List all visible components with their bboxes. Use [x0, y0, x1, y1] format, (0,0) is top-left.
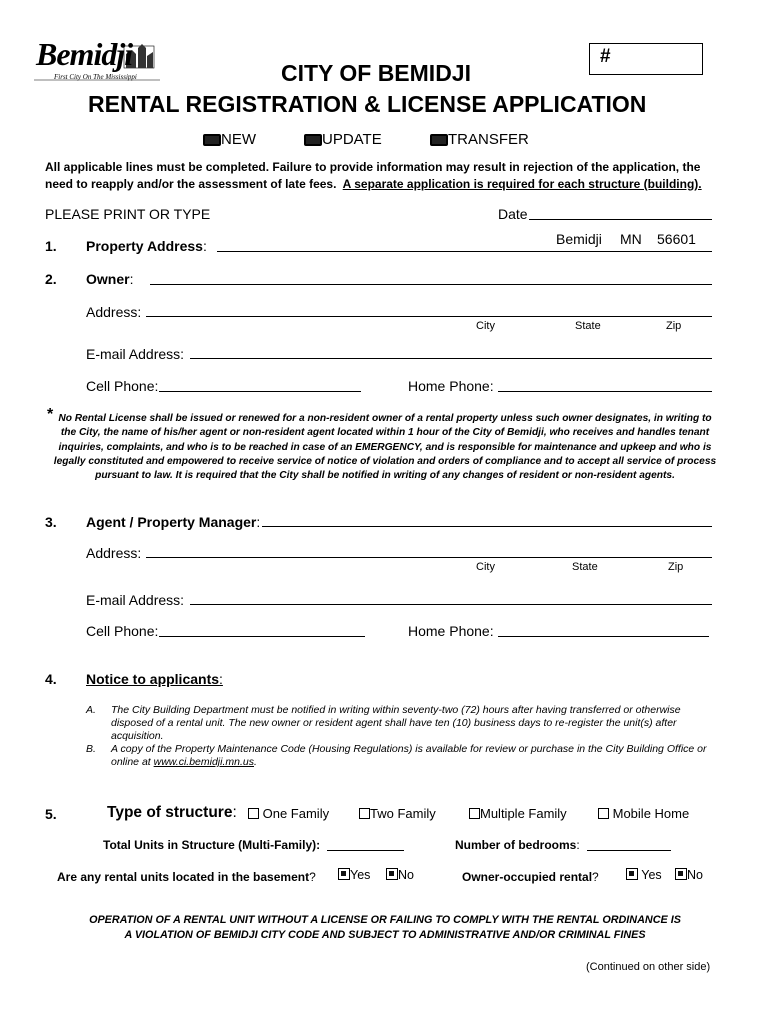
notice-a-letter: A.	[86, 704, 96, 716]
owner-occupied-question: Owner-occupied rental?	[462, 870, 599, 884]
new-checkbox[interactable]	[203, 134, 221, 146]
one-family-option[interactable]	[248, 806, 329, 821]
intro-line-1: All applicable lines must be completed. Failure to provide information may result in rejection of the application, the	[45, 160, 701, 174]
owner-occupied-no-option[interactable]	[675, 868, 703, 882]
section-5-number: 5.	[45, 806, 57, 822]
one-family-label: One Family	[262, 806, 330, 821]
basement-yes-label: Yes	[350, 868, 371, 882]
two-family-checkbox[interactable]	[359, 808, 370, 819]
notice-star: *	[47, 406, 54, 423]
two-family-option[interactable]	[359, 806, 436, 821]
mobile-home-label: Mobile Home	[612, 806, 690, 821]
continued-note: (Continued on other side)	[586, 961, 711, 973]
bedrooms-text: Number of bedrooms	[455, 838, 577, 852]
transfer-label: TRANSFER	[448, 131, 529, 148]
multiple-family-label: Multiple Family	[480, 806, 567, 821]
transfer-checkbox[interactable]	[430, 134, 448, 146]
agent-home-field[interactable]	[498, 636, 709, 637]
basement-question: Are any rental units located in the basement?	[57, 870, 316, 884]
owner-label: Owner:	[86, 271, 134, 287]
application-number-box[interactable]	[589, 43, 703, 75]
city-logo	[32, 36, 162, 85]
agent-email-label: E-mail Address:	[86, 592, 185, 608]
structure-type-text: Type of structure	[107, 804, 233, 821]
owner-address-text: Address	[86, 304, 138, 320]
bedrooms-field[interactable]	[587, 850, 671, 851]
notice-applicants-text: Notice to applicants	[86, 671, 220, 687]
owner-home-label: Home Phone:	[408, 378, 494, 394]
multiple-family-option[interactable]	[469, 806, 567, 821]
basement-text: Are any rental units located in the basement	[57, 870, 310, 884]
type-update[interactable]	[304, 131, 382, 148]
property-address-label	[86, 238, 207, 254]
basement-no-option[interactable]	[386, 868, 414, 882]
property-address-text: Property Address	[86, 238, 203, 254]
basement-yes-option[interactable]	[338, 868, 370, 882]
property-zip: 56601	[657, 231, 696, 247]
agent-address-field[interactable]	[146, 557, 712, 558]
type-new[interactable]	[203, 131, 256, 148]
owner-text: Owner	[86, 271, 130, 287]
agent-cell-field[interactable]	[159, 636, 365, 637]
multiple-family-checkbox[interactable]	[469, 808, 480, 819]
owner-occupied-yes-option[interactable]	[626, 868, 662, 882]
owner-occupied-yes-label: Yes	[641, 868, 662, 882]
basement-no-checkbox[interactable]	[386, 868, 398, 880]
warning-line-2: A VIOLATION OF BEMIDJI CITY CODE AND SUBJECT TO ADMINISTRATIVE AND/OR CRIMINAL FINES	[124, 929, 646, 941]
owner-address-field[interactable]	[146, 316, 712, 317]
owner-home-field[interactable]	[498, 391, 712, 392]
section-1-number: 1.	[45, 238, 57, 254]
owner-occupied-text: Owner-occupied rental	[462, 870, 593, 884]
agent-field[interactable]	[262, 526, 712, 527]
page-title: RENTAL REGISTRATION & LICENSE APPLICATION	[88, 91, 647, 117]
notice-b-body: A copy of the Property Maintenance Code (Housing Regulations) is available for review or purchase in the City Building Office or online at	[111, 743, 707, 768]
number-symbol: #	[600, 46, 611, 67]
mobile-home-option[interactable]	[598, 806, 689, 821]
agent-state-caption: State	[572, 561, 598, 573]
notice-b-period: .	[254, 756, 257, 768]
basement-no-label: No	[398, 868, 414, 882]
total-units-field[interactable]	[327, 850, 404, 851]
intro-separate-application: A separate application is required for each structure (building).	[342, 177, 702, 191]
agent-city-caption: City	[476, 561, 495, 573]
owner-field[interactable]	[150, 284, 712, 285]
date-field[interactable]	[529, 219, 712, 220]
agent-label: Agent / Property Manager:	[86, 514, 261, 530]
owner-occupied-yes-checkbox[interactable]	[626, 868, 638, 880]
notice-b-letter: B.	[86, 743, 96, 755]
owner-email-field[interactable]	[190, 358, 712, 359]
print-instruction: PLEASE PRINT OR TYPE	[45, 206, 211, 222]
property-address-field[interactable]	[217, 251, 712, 252]
agent-text: Agent / Property Manager	[86, 514, 257, 530]
warning-line-1: OPERATION OF A RENTAL UNIT WITHOUT A LICENSE OR FAILING TO COMPLY WITH THE RENTAL ORDINANCE IS	[89, 914, 681, 926]
total-units-label: Total Units in Structure (Multi-Family):	[103, 838, 321, 852]
section-3-number: 3.	[45, 514, 57, 530]
owner-email-label: E-mail Address:	[86, 346, 185, 362]
mobile-home-checkbox[interactable]	[598, 808, 609, 819]
section-4-number: 4.	[45, 671, 57, 687]
new-label: NEW	[221, 131, 256, 148]
notice-applicants-heading: Notice to applicants:	[86, 671, 223, 687]
two-family-label: Two Family	[370, 806, 436, 821]
owner-cell-label: Cell Phone:	[86, 378, 159, 394]
bedrooms-label: Number of bedrooms:	[455, 838, 580, 852]
city-website-link[interactable]: www.ci.bemidji.mn.us	[153, 756, 254, 768]
notice-a-text: The City Building Department must be notified in writing within seventy-two (72) hours after having transferred or otherwise disposed of a rental unit. The new owner or resident agent shall have ten (10) business days to re-register the unit(s) after acquisition.	[111, 704, 681, 742]
logo-wordmark: Bemidji	[36, 36, 133, 72]
agent-cell-label: Cell Phone:	[86, 623, 159, 639]
nonresident-notice: No Rental License shall be issued or renewed for a non-resident owner of a rental property unless such owner designates, in writing to the City, the name of his/her agent or non-resident agent located within 1 hour of the City of Bemidji, who receives and handles tenant inquiries, complaints, and who is to be reached in case of an EMERGENCY, and is responsible for maintenance and upkeep and who is legally constituted and empowered to receive service of notice of violation and orders of compliance and to accept all service of process pursuant to law. It is required that the City shall be notified in writing of any changes of resident or non-resident agents.	[53, 413, 717, 482]
owner-occupied-no-checkbox[interactable]	[675, 868, 687, 880]
owner-cell-field[interactable]	[159, 391, 361, 392]
intro-line-2	[45, 177, 702, 191]
city-heading: CITY OF BEMIDJI	[281, 60, 471, 86]
notice-b-text	[111, 743, 723, 769]
owner-city-caption: City	[476, 320, 495, 332]
owner-occupied-no-label: No	[687, 868, 703, 882]
owner-address-label: Address:	[86, 304, 142, 320]
agent-email-field[interactable]	[190, 604, 712, 605]
agent-zip-caption: Zip	[668, 561, 684, 573]
intro-line-2-text: need to reapply and/or the assessment of late fees.	[45, 177, 337, 191]
property-state: MN	[620, 231, 642, 247]
structure-type-label: Type of structure:	[107, 804, 237, 821]
agent-home-label: Home Phone:	[408, 623, 494, 639]
property-address-colon: :	[202, 238, 207, 254]
update-checkbox[interactable]	[304, 134, 322, 146]
update-label: UPDATE	[322, 131, 382, 148]
one-family-checkbox[interactable]	[248, 808, 259, 819]
logo-tagline: First City On The Mississippi	[54, 73, 137, 81]
owner-zip-caption: Zip	[666, 320, 682, 332]
section-2-number: 2.	[45, 271, 57, 287]
agent-address-text: Address	[86, 545, 138, 561]
date-label: Date	[498, 206, 528, 222]
property-city: Bemidji	[556, 231, 602, 247]
basement-yes-checkbox[interactable]	[338, 868, 350, 880]
agent-address-label: Address:	[86, 545, 142, 561]
owner-state-caption: State	[575, 320, 601, 332]
type-transfer[interactable]	[430, 131, 529, 148]
